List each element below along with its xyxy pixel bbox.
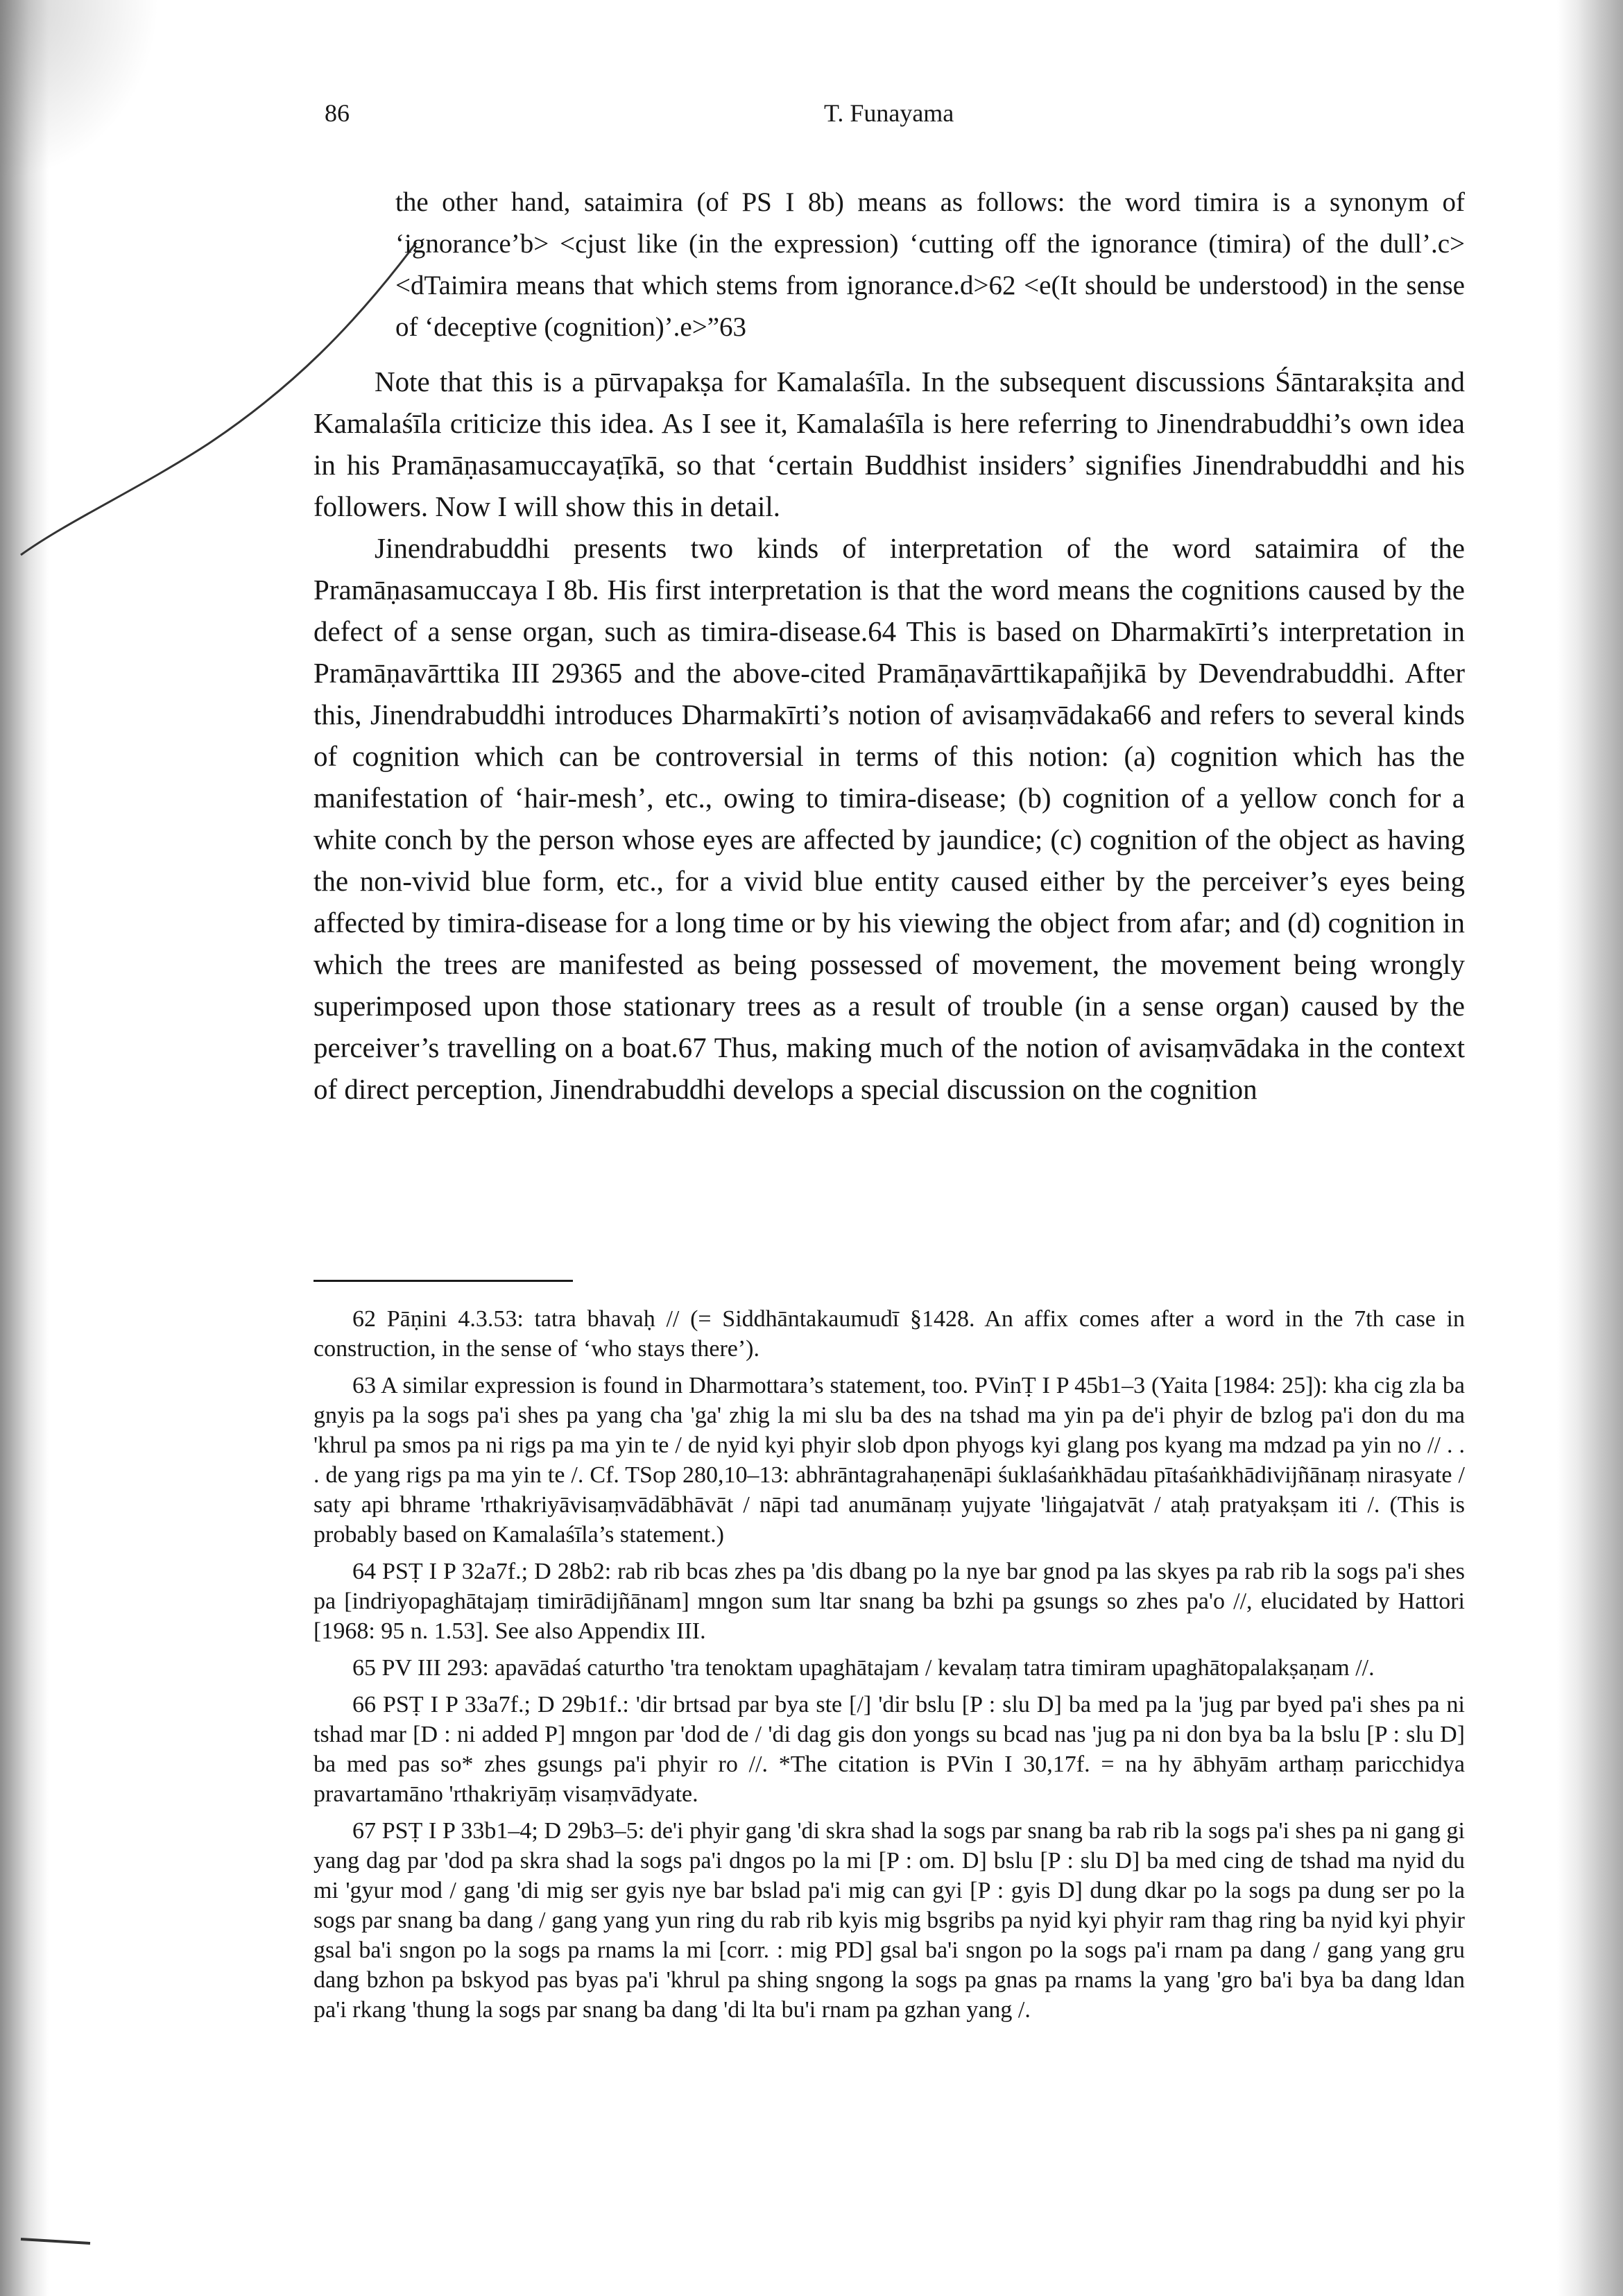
quoted-passage: the other hand, sataimira (of PS I 8b) means as follows: the word timira is a synonym of ‘ignorance’b> <cjust like (in the expression) ‘cutting off the ignorance (timira) of the dull’.c> <dTaimira means that which stems from ignorance.d>62 <e(It should be understood) in the sense of ‘deceptive (cognition)’.e>”63: [395, 187, 1465, 342]
paragraph: Note that this is a pūrvapakṣa for Kamalaśīla. In the subsequent discussions Śāntarakṣita and Kamalaśīla criticize this idea. As I see it, Kamalaśīla is here referring to Jinendrabuddhi’s own idea in his Pramāṇasamuccayaṭīkā, so that ‘certain Buddhist insiders’ signifies Jinendrabuddhi and his followers. Now I will show this in detail.: [314, 366, 1465, 522]
footnote: 67 PSṬ I P 33b1–4; D 29b3–5: de'i phyir gang 'di skra shad la sogs par snang ba rab rib la sogs pa'i shes pa ni gang gi yang dag par 'dod pa skra shad la sogs pa'i dngos po la mi [P : om. D] bslu [P : slu D] ba med cing de tshad ma nyid du mi 'gyur mod / gang 'di mig ser gyis nye bar bslad pa'i mig can gyi [P : gyis D] dung dkar po la sogs pa dung ser po la sogs par snang ba dang / gang yang yun ring du rab rib kyis mig bsgribs pa nyid kyi phyir ram thag ring ba nyid kyi phyir gsal ba'i sngon po la sogs pa rnams la mi [corr. : mig PD] gsal ba'i sngon po la sogs pa'i rnam pa dang / gang yang gru dang bzhon pa bskyod pas byas pa'i 'khrul pa shing sngong la sogs pa gnas pa rnams la yang 'gro ba'i bya ba dang ldan pa'i rkang 'thung la sogs par snang ba dang 'di lta bu'i rnam pa gzhan yang /.: [314, 1818, 1465, 2023]
running-head: T. Funayama: [824, 99, 954, 127]
footnote-rule: [314, 1280, 573, 1282]
footnote: 66 PSṬ I P 33a7f.; D 29b1f.: 'dir brtsad par bya ste [/] 'dir bslu [P : slu D] ba med pa la 'jug par byed pa'i shes pa ni tshad mar [D : ni added P] mngon par 'dod de / 'di dag gis don yongs su bcad nas 'jug pa ni don bya ba la bslu [P : slu D] ba med pas so* zhes gsungs pa'i phyir ro //. *The citation is PVin I 30,17f. = na hy ābhyām arthaṃ paricchidya pravartamāno 'rthakriyāṃ visaṃvādyate.: [314, 1692, 1465, 1807]
scan-edge-left: [0, 0, 49, 2296]
page-header: [0, 90, 1623, 132]
paragraph: Jinendrabuddhi presents two kinds of interpretation of the word sataimira of the Pramāṇasamuccaya I 8b. His first interpretation is that the word means the cognitions caused by the defect of a sense organ, such as timira-disease.64 This is based on Dharmakīrti’s interpretation in Pramāṇavārttika III 29365 and the above-cited Pramāṇavārttikapañjikā by Devendrabuddhi. After this, Jinendrabuddhi introduces Dharmakīrti’s notion of avisaṃvādaka66 and refers to several kinds of cognition which can be controversial in terms of this notion: (a) cognition which has the manifestation of ‘hair-mesh’, etc., owing to timira-disease; (b) cognition of a yellow conch for a white conch by the person whose eyes are affected by jaundice; (c) cognition of the object as having the non-vivid blue form, etc., for a vivid blue entity caused either by the perceiver’s eyes being affected by timira-disease for a long time or by his viewing the object from afar; and (d) cognition in which the trees are manifested as being possessed of movement, the movement being wrongly superimposed upon those stationary trees as a result of trouble (in a sense organ) caused by the perceiver’s travelling on a boat.67 Thus, making much of the notion of avisaṃvādaka in the context of direct perception, Jinendrabuddhi develops a special discussion on the cognition: [314, 532, 1465, 1105]
page-number: 86: [325, 99, 350, 127]
footnote: 65 PV III 293: apavādaś caturtho 'tra tenoktam upaghātajam / kevalaṃ tatra timiram upaghātopalakṣaṇam //.: [352, 1655, 1375, 1681]
main-text: [314, 182, 1465, 1110]
footnote: 64 PSṬ I P 32a7f.; D 28b2: rab rib bcas zhes pa 'dis dbang po la nye bar gnod pa las skyes pa rab rib la sogs pa'i shes pa [indriyopaghātajaṃ timirādijñānam] mngon sum ltar snang ba bzhi pa gsungs so zhes pa'o //, elucidated by Hattori [1968: 95 n. 1.53]. See also Appendix III.: [314, 1559, 1465, 1644]
footnotes: [314, 1304, 1465, 2032]
footnote: 63 A similar expression is found in Dharmottara’s statement, too. PVinṬ I P 45b1–3 (Yaita [1984: 25]): kha cig zla ba gnyis pa la sogs pa'i shes pa yang cha 'ga' zhig la mi slu ba des na tshad ma yin pa de'i phyir de bzlog pa'i don du ma 'khrul pa smos pa ni rigs pa ma yin te / de nyid kyi phyir slob dpon phyogs kyi glang pos kyang ma mdzad pa yin no // . . . de yang rigs pa ma yin te /. Cf. TSop 280,10–13: abhrāntagrahaṇenāpi śuklaśaṅkhādau pītaśaṅkhādivijñānaṃ nirasyate / saty api bhrame 'rthakriyāvisaṃvādābhāvāt / nāpi tad anumānaṃ yujyate 'liṅgajatvāt / ataḥ pratyakṣam iti /. (This is probably based on Kamalaśīla’s statement.): [314, 1373, 1465, 1548]
scan-edge-right: [1557, 0, 1623, 2296]
footnote: 62 Pāṇini 4.3.53: tatra bhavaḥ // (= Siddhāntakaumudī §1428. An affix comes after a word in the 7th case in construction, in the sense of ‘who stays there’).: [314, 1306, 1465, 1362]
